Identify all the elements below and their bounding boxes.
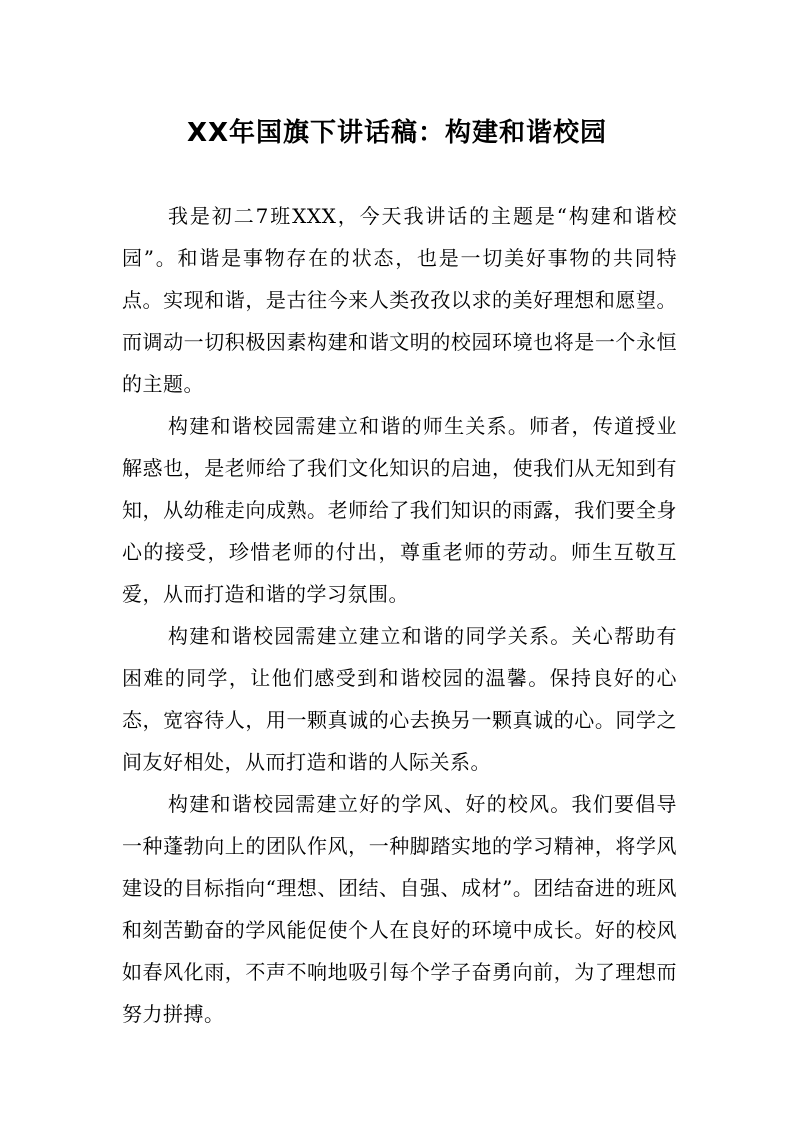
paragraph-1: 我是初二7班XXX，今天我讲话的主题是“构建和谐校园”。和谐是事物存在的状态，也是一切美好事物的共同特点。实现和谐，是古往今来人类孜孜以求的美好理想和愿望。而调动一切积极因素构建和谐文明的校园环境也将是一个永恒的主题。: [122, 204, 677, 396]
paragraph-2: 构建和谐校园需建立和谐的师生关系。师者，传道授业解惑也，是老师给了我们文化知识的启迪，使我们从无知到有知，从幼稚走向成熟。老师给了我们知识的雨露，我们要全身心的接受，珍惜老师的付出，尊重老师的劳动。师生互敬互爱，从而打造和谐的学习氛围。: [122, 414, 677, 606]
paragraph-3: 构建和谐校园需建立建立和谐的同学关系。关心帮助有困难的同学，让他们感受到和谐校园的温馨。保持良好的心态，宽容待人，用一颗真诚的心去换另一颗真诚的心。同学之间友好相处，从而打造和谐的人际关系。: [122, 624, 677, 774]
document-body: [122, 195, 677, 1035]
document-title: XX年国旗下讲话稿：构建和谐校园: [186, 118, 608, 149]
paragraph-4: 构建和谐校园需建立好的学风、好的校风。我们要倡导一种蓬勃向上的团队作风，一种脚踏实地的学习精神，将学风建设的目标指向“理想、团结、自强、成材”。团结奋进的班风和刻苦勤奋的学风能促使个人在良好的环境中成长。好的校风如春风化雨，不声不响地吸引每个学子奋勇向前，为了理想而努力拼搏。: [122, 792, 677, 1026]
